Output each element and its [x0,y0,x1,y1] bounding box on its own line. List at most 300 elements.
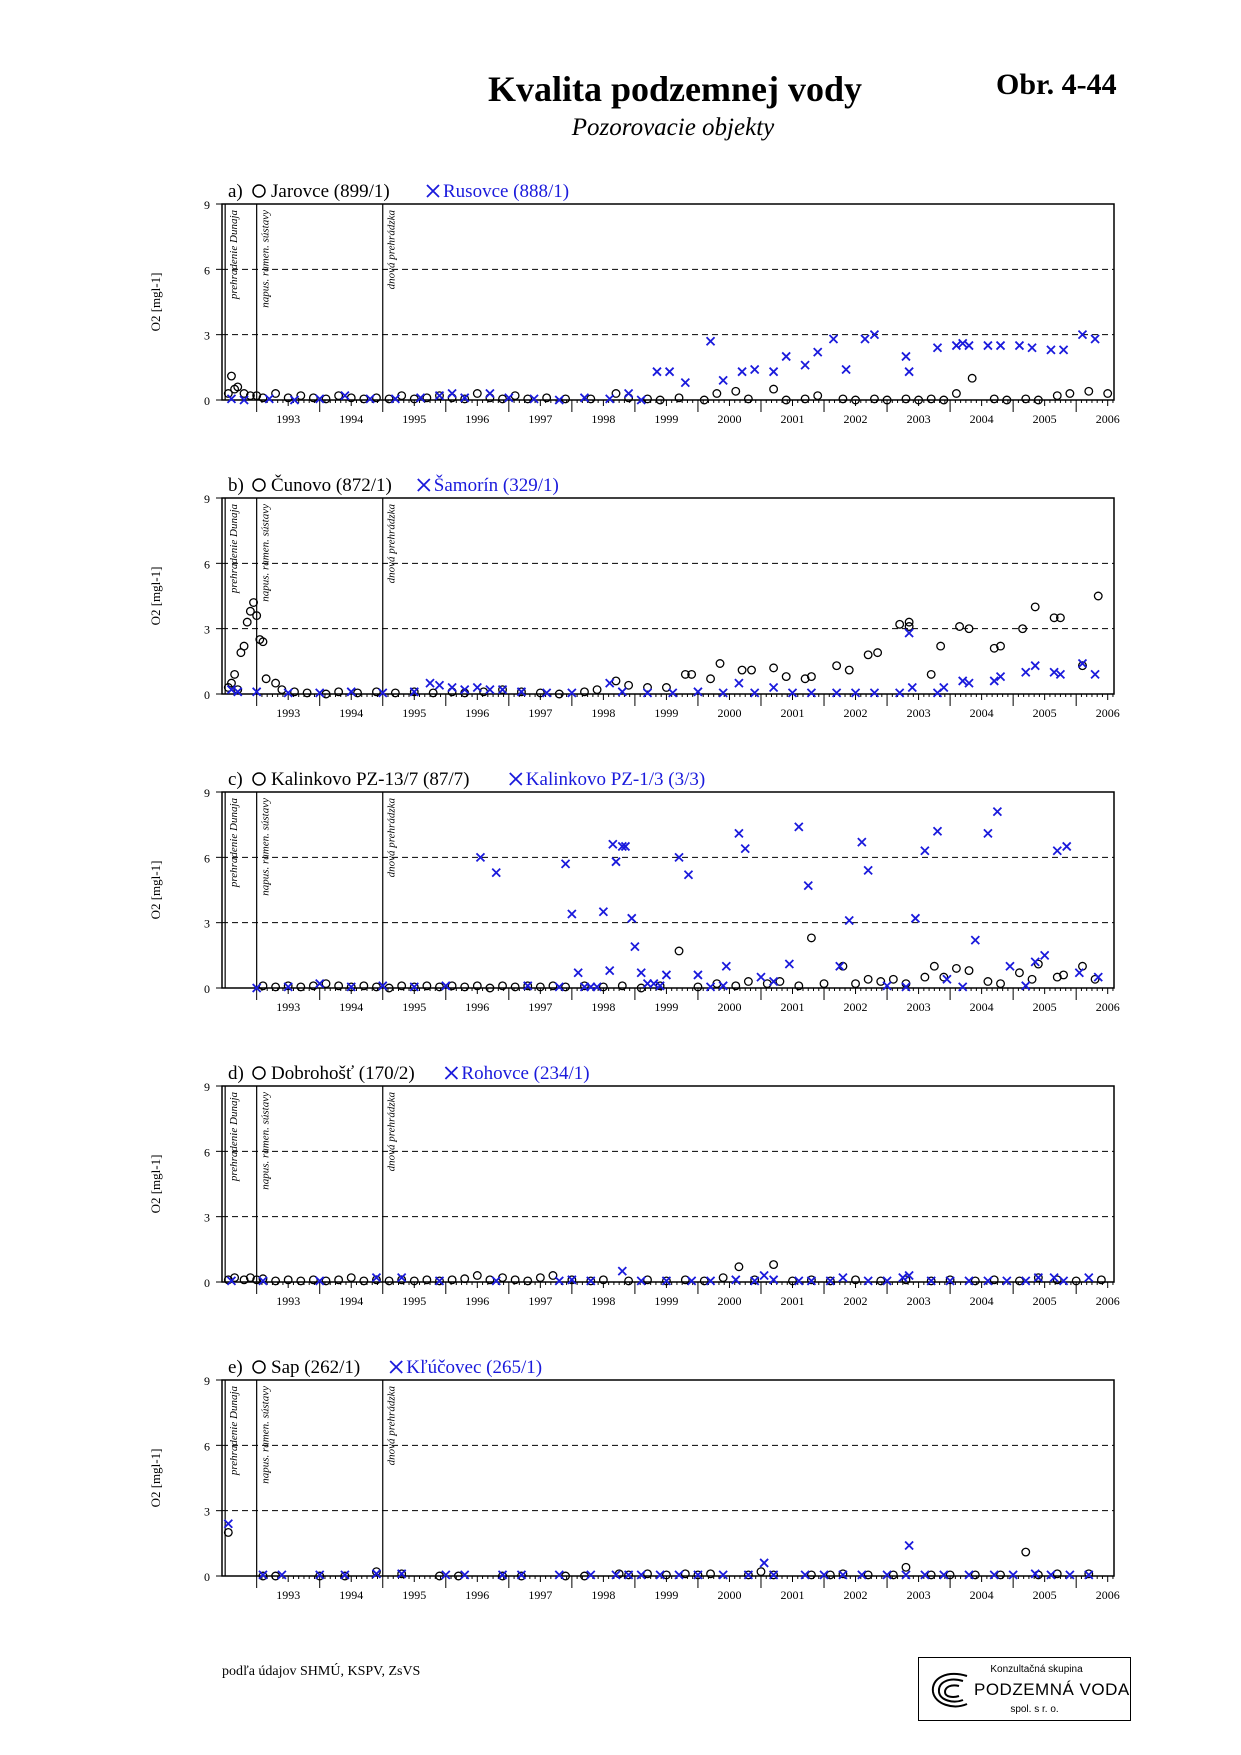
data-point-cross [618,1267,626,1275]
data-point-cross [1031,662,1039,670]
data-point-cross [666,368,674,376]
data-point-cross [760,1559,768,1567]
x-tick-label: 1993 [276,706,301,720]
x-tick-label: 1995 [402,412,427,426]
data-point-cross [814,348,822,356]
data-point-cross [426,679,434,687]
legend-x-marker [510,773,522,785]
data-point-cross [782,352,790,360]
x-tick-label: 1997 [528,412,553,426]
x-tick-label: 2001 [780,412,805,426]
figure-number: Obr. 4-44 [996,68,1117,101]
data-point-circle [902,1563,910,1571]
x-tick-label: 1996 [465,706,490,720]
data-point-cross [473,683,481,691]
data-point-cross [1053,847,1061,855]
data-point-cross [829,335,837,343]
data-point-circle [675,947,683,955]
data-point-cross [568,910,576,918]
x-tick-label: 2006 [1095,706,1120,720]
data-point-cross [1006,962,1014,970]
x-tick-label: 2000 [717,1294,742,1308]
legend-series-x: Šamorín (329/1) [433,475,559,496]
y-axis-label: O2 [mgl-1] [148,1154,163,1214]
data-point-circle [713,390,721,398]
data-point-cross [997,342,1005,350]
data-point-cross [669,689,677,697]
x-tick-label: 1994 [339,412,364,426]
data-point-cross [1022,668,1030,676]
x-tick-label: 1997 [528,1588,553,1602]
x-tick-label: 2001 [780,1294,805,1308]
event-label: napus. ramen. sústavy [259,1386,272,1484]
data-point-circle [735,1263,743,1271]
data-point-cross [927,1277,935,1285]
data-point-circle [303,689,311,697]
x-tick-label: 1996 [465,1294,490,1308]
data-point-circle [1031,603,1039,611]
data-point-cross [984,829,992,837]
data-point-cross [757,973,765,981]
y-tick-label: 3 [204,1504,210,1519]
y-tick-label: 0 [204,394,210,408]
event-label: prehradenie Dunaja [228,504,241,594]
data-point-cross [1056,670,1064,678]
x-tick-label: 1999 [654,1000,679,1014]
chart-panel [148,181,1120,426]
data-point-circle [845,666,853,674]
data-point-cross [959,339,967,347]
legend-series-x: Kľúčovec (265/1) [406,1357,543,1378]
data-point-cross [653,368,661,376]
x-tick-label: 2005 [1032,412,1057,426]
data-point-circle [931,962,939,970]
data-point-circle [228,372,236,380]
data-point-cross [435,681,443,689]
data-point-circle [511,983,519,991]
x-tick-label: 1994 [339,706,364,720]
data-point-circle [243,618,251,626]
data-point-circle [871,395,879,403]
data-point-cross [952,342,960,350]
legend-x-marker [445,1067,457,1079]
panel-label: c) [228,769,243,790]
data-point-cross [562,860,570,868]
data-point-circle [719,1274,727,1282]
data-point-circle [240,642,248,650]
series-crosses [227,331,1099,404]
data-point-cross [804,882,812,890]
legend-series-x: Kalinkovo PZ-1/3 (3/3) [525,769,706,790]
x-tick-label: 1999 [654,706,679,720]
panel-label: d) [228,1063,244,1084]
data-point-cross [612,858,620,866]
x-tick-label: 2002 [843,1294,868,1308]
x-tick-label: 1993 [276,1000,301,1014]
data-point-cross [744,1571,752,1579]
data-point-cross [807,689,815,697]
page-title: Kvalita podzemnej vody [488,69,862,109]
x-tick-label: 1998 [591,1000,616,1014]
x-tick-label: 2002 [843,706,868,720]
data-point-circle [833,662,841,670]
company-logo [918,1657,1131,1721]
data-point-circle [272,983,280,991]
data-point-cross [631,943,639,951]
x-tick-label: 1996 [465,412,490,426]
legend-circle-marker [253,1067,265,1079]
data-point-circle [990,395,998,403]
x-tick-label: 2006 [1095,1294,1120,1308]
x-tick-label: 1995 [402,1588,427,1602]
x-tick-label: 2003 [906,1000,931,1014]
data-point-cross [599,908,607,916]
data-point-cross [770,1571,778,1579]
x-tick-label: 2005 [1032,1294,1057,1308]
x-tick-label: 2001 [780,1588,805,1602]
data-point-circle [474,1272,482,1280]
data-point-cross [785,960,793,968]
data-point-cross [905,368,913,376]
data-point-circle [921,973,929,981]
x-tick-label: 2000 [717,412,742,426]
y-tick-label: 3 [204,916,210,931]
y-tick-label: 6 [204,263,210,278]
data-point-circle [738,666,746,674]
x-tick-label: 2002 [843,1588,868,1602]
data-point-circle [820,980,828,988]
data-point-circle [1022,1548,1030,1556]
plot-frame [222,498,1114,694]
y-tick-label: 3 [204,1210,210,1225]
data-point-circle [461,983,469,991]
y-tick-label: 9 [204,786,210,800]
data-point-cross [1063,842,1071,850]
data-point-circle [953,390,961,398]
data-point-cross [1075,969,1083,977]
data-point-cross [492,869,500,877]
x-tick-label: 1995 [402,1000,427,1014]
data-point-cross [606,967,614,975]
data-point-cross [858,838,866,846]
data-point-cross [694,971,702,979]
data-point-circle [474,390,482,398]
data-point-cross [905,1542,913,1550]
event-label: prehradenie Dunaja [228,798,241,888]
data-point-cross [735,679,743,687]
x-tick-label: 2006 [1095,1588,1120,1602]
y-axis-label: O2 [mgl-1] [148,566,163,626]
x-tick-label: 2000 [717,706,742,720]
data-point-cross [864,1277,872,1285]
event-label: napus. ramen. sústavy [259,1092,272,1190]
data-point-cross [751,366,759,374]
x-tick-label: 1998 [591,412,616,426]
data-point-cross [959,677,967,685]
plot-frame [222,792,1114,988]
x-tick-label: 2003 [906,706,931,720]
event-label: prehradenie Dunaja [228,1092,241,1182]
legend-series-x: Rusovce (888/1) [443,181,570,202]
data-point-cross [741,845,749,853]
x-tick-label: 2003 [906,1588,931,1602]
data-point-circle [297,1277,305,1285]
x-tick-label: 2004 [969,1294,994,1308]
x-tick-label: 1999 [654,1588,679,1602]
x-tick-label: 2006 [1095,1000,1120,1014]
data-point-cross [971,936,979,944]
legend-series-o: Sap (262/1) [271,1357,361,1378]
data-point-cross [770,683,778,691]
x-tick-label: 1993 [276,1294,301,1308]
y-tick-label: 9 [204,1374,210,1388]
legend-series-o: Čunovo (872/1) [271,475,392,496]
data-point-cross [959,983,967,991]
x-tick-label: 1999 [654,412,679,426]
data-point-cross [896,689,904,697]
data-point-cross [435,1277,443,1285]
y-axis-label: O2 [mgl-1] [148,860,163,920]
panel-label: b) [228,475,244,496]
event-label: dnová prehrádzka [385,798,398,878]
data-point-circle [770,385,778,393]
y-tick-label: 0 [204,688,210,702]
data-point-circle [874,649,882,657]
legend-circle-marker [253,1361,265,1373]
x-tick-label: 2004 [969,706,994,720]
legend-x-marker [427,185,439,197]
data-source-note: podľa údajov SHMÚ, KSPV, ZsVS [222,1664,421,1679]
legend-circle-marker [253,773,265,785]
y-axis-label: O2 [mgl-1] [148,272,163,332]
y-tick-label: 9 [204,1080,210,1094]
data-point-cross [940,683,948,691]
x-tick-label: 2005 [1032,1588,1057,1602]
x-tick-label: 2004 [969,412,994,426]
data-point-circle [429,689,437,697]
data-point-cross [826,1277,834,1285]
x-tick-label: 2000 [717,1588,742,1602]
x-tick-label: 2002 [843,1000,868,1014]
data-point-cross [722,962,730,970]
data-point-cross [902,1571,910,1579]
legend-series-x: Rohovce (234/1) [461,1063,590,1084]
y-tick-label: 0 [204,1570,210,1584]
data-point-circle [511,392,519,400]
x-tick-label: 2004 [969,1588,994,1602]
data-point-circle [1016,969,1024,977]
x-tick-label: 1997 [528,1294,553,1308]
x-tick-label: 1998 [591,706,616,720]
data-point-cross [760,1271,768,1279]
event-label: napus. ramen. sústavy [259,504,272,602]
data-point-cross [751,689,759,697]
data-point-circle [745,978,753,986]
legend-circle-marker [253,479,265,491]
data-point-circle [864,975,872,983]
x-tick-label: 2003 [906,1294,931,1308]
x-tick-label: 2002 [843,412,868,426]
data-point-cross [735,829,743,837]
y-tick-label: 9 [204,198,210,212]
data-point-cross [644,689,652,697]
data-point-circle [716,660,724,668]
y-tick-label: 6 [204,851,210,866]
y-axis-label: O2 [mgl-1] [148,1448,163,1508]
data-point-circle [272,1277,280,1285]
event-label: napus. ramen. sústavy [259,210,272,308]
data-point-cross [606,395,614,403]
data-point-circle [732,387,740,395]
x-tick-label: 1993 [276,412,301,426]
event-label: dnová prehrádzka [385,210,398,290]
data-point-circle [896,621,904,629]
data-point-cross [707,983,715,991]
data-point-cross [842,366,850,374]
panel-label: e) [228,1357,243,1378]
data-point-circle [1066,390,1074,398]
data-point-circle [748,666,756,674]
x-tick-label: 1999 [654,1294,679,1308]
data-point-circle [1094,592,1102,600]
logo-line-1: Konzultačná skupina [990,1664,1083,1675]
data-point-cross [965,342,973,350]
series-circles [225,1261,1106,1285]
x-tick-label: 1995 [402,706,427,720]
data-point-circle [902,395,910,403]
data-point-cross [1028,344,1036,352]
data-point-circle [937,642,945,650]
data-point-circle [782,673,790,681]
data-point-circle [801,395,809,403]
data-point-cross [719,689,727,697]
chart-legend [228,1063,590,1084]
legend-x-marker [390,1361,402,1373]
x-tick-label: 2003 [906,412,931,426]
data-point-cross [609,840,617,848]
event-label: dnová prehrádzka [385,1092,398,1172]
data-point-cross [448,683,456,691]
data-point-cross [625,1571,633,1579]
x-tick-label: 1994 [339,1294,364,1308]
data-point-cross [965,679,973,687]
y-tick-label: 6 [204,1145,210,1160]
x-tick-label: 1997 [528,706,553,720]
chart-panel [148,1357,1120,1602]
data-point-cross [1066,1571,1074,1579]
data-point-circle [392,689,400,697]
x-tick-label: 1998 [591,1294,616,1308]
data-point-circle [984,978,992,986]
data-point-circle [808,934,816,942]
data-point-cross [1047,346,1055,354]
data-point-circle [537,1274,545,1282]
data-point-cross [833,689,841,697]
data-point-cross [795,823,803,831]
data-point-circle [1022,395,1030,403]
data-point-circle [272,679,280,687]
data-point-cross [870,689,878,697]
plot-frame [222,1380,1114,1576]
y-tick-label: 0 [204,982,210,996]
data-point-cross [1060,346,1068,354]
data-point-cross [933,344,941,352]
data-point-cross [864,866,872,874]
data-point-circle [1053,392,1061,400]
x-tick-label: 1998 [591,1588,616,1602]
data-point-circle [745,395,753,403]
legend-series-o: Kalinkovo PZ-13/7 (87/7) [271,769,470,790]
data-point-circle [262,675,270,683]
data-point-cross [555,1277,563,1285]
data-point-circle [625,1277,633,1285]
data-point-cross [1041,951,1049,959]
data-point-circle [757,1568,765,1576]
series-circles [225,372,1112,404]
data-point-cross [993,808,1001,816]
data-point-circle [968,374,976,382]
event-label: prehradenie Dunaja [228,210,241,300]
data-point-cross [1034,1274,1042,1282]
chart-legend [228,181,569,202]
data-point-cross [637,969,645,977]
data-point-circle [770,664,778,672]
series-crosses [253,808,1103,992]
data-point-cross [908,683,916,691]
y-tick-label: 3 [204,328,210,343]
data-point-circle [927,395,935,403]
x-tick-label: 1997 [528,1000,553,1014]
data-point-cross [1085,1274,1093,1282]
data-point-cross [801,361,809,369]
data-point-circle [612,677,620,685]
event-label: dnová prehrádzka [385,1386,398,1466]
page-subtitle: Pozorovacie objekty [571,114,775,141]
data-point-circle [852,980,860,988]
data-point-circle [524,1277,532,1285]
y-tick-label: 0 [204,1276,210,1290]
data-point-cross [861,335,869,343]
x-tick-label: 2004 [969,1000,994,1014]
chart-legend [228,474,559,496]
logo-line-3: spol. s r. o. [1010,1704,1059,1715]
data-point-cross [628,914,636,922]
data-point-cross [448,389,456,397]
data-point-cross [933,827,941,835]
data-point-circle [1085,387,1093,395]
data-point-cross [839,1274,847,1282]
data-point-cross [902,352,910,360]
data-point-circle [385,1277,393,1285]
x-tick-label: 2005 [1032,706,1057,720]
data-point-circle [839,395,847,403]
logo-line-2: PODZEMNÁ VODA [974,1680,1130,1699]
data-point-circle [953,965,961,973]
data-point-circle [927,671,935,679]
x-tick-label: 1994 [339,1000,364,1014]
data-point-cross [684,871,692,879]
data-point-circle [814,392,822,400]
legend-circle-marker [253,185,265,197]
legend-series-o: Dobrohošť (170/2) [271,1063,415,1084]
panel-label: a) [228,181,243,202]
event-label: dnová prehrádzka [385,504,398,584]
data-point-cross [574,969,582,977]
data-point-cross [662,971,670,979]
chart-panel [148,474,1120,720]
y-tick-label: 6 [204,1439,210,1454]
x-tick-label: 1996 [465,1588,490,1602]
